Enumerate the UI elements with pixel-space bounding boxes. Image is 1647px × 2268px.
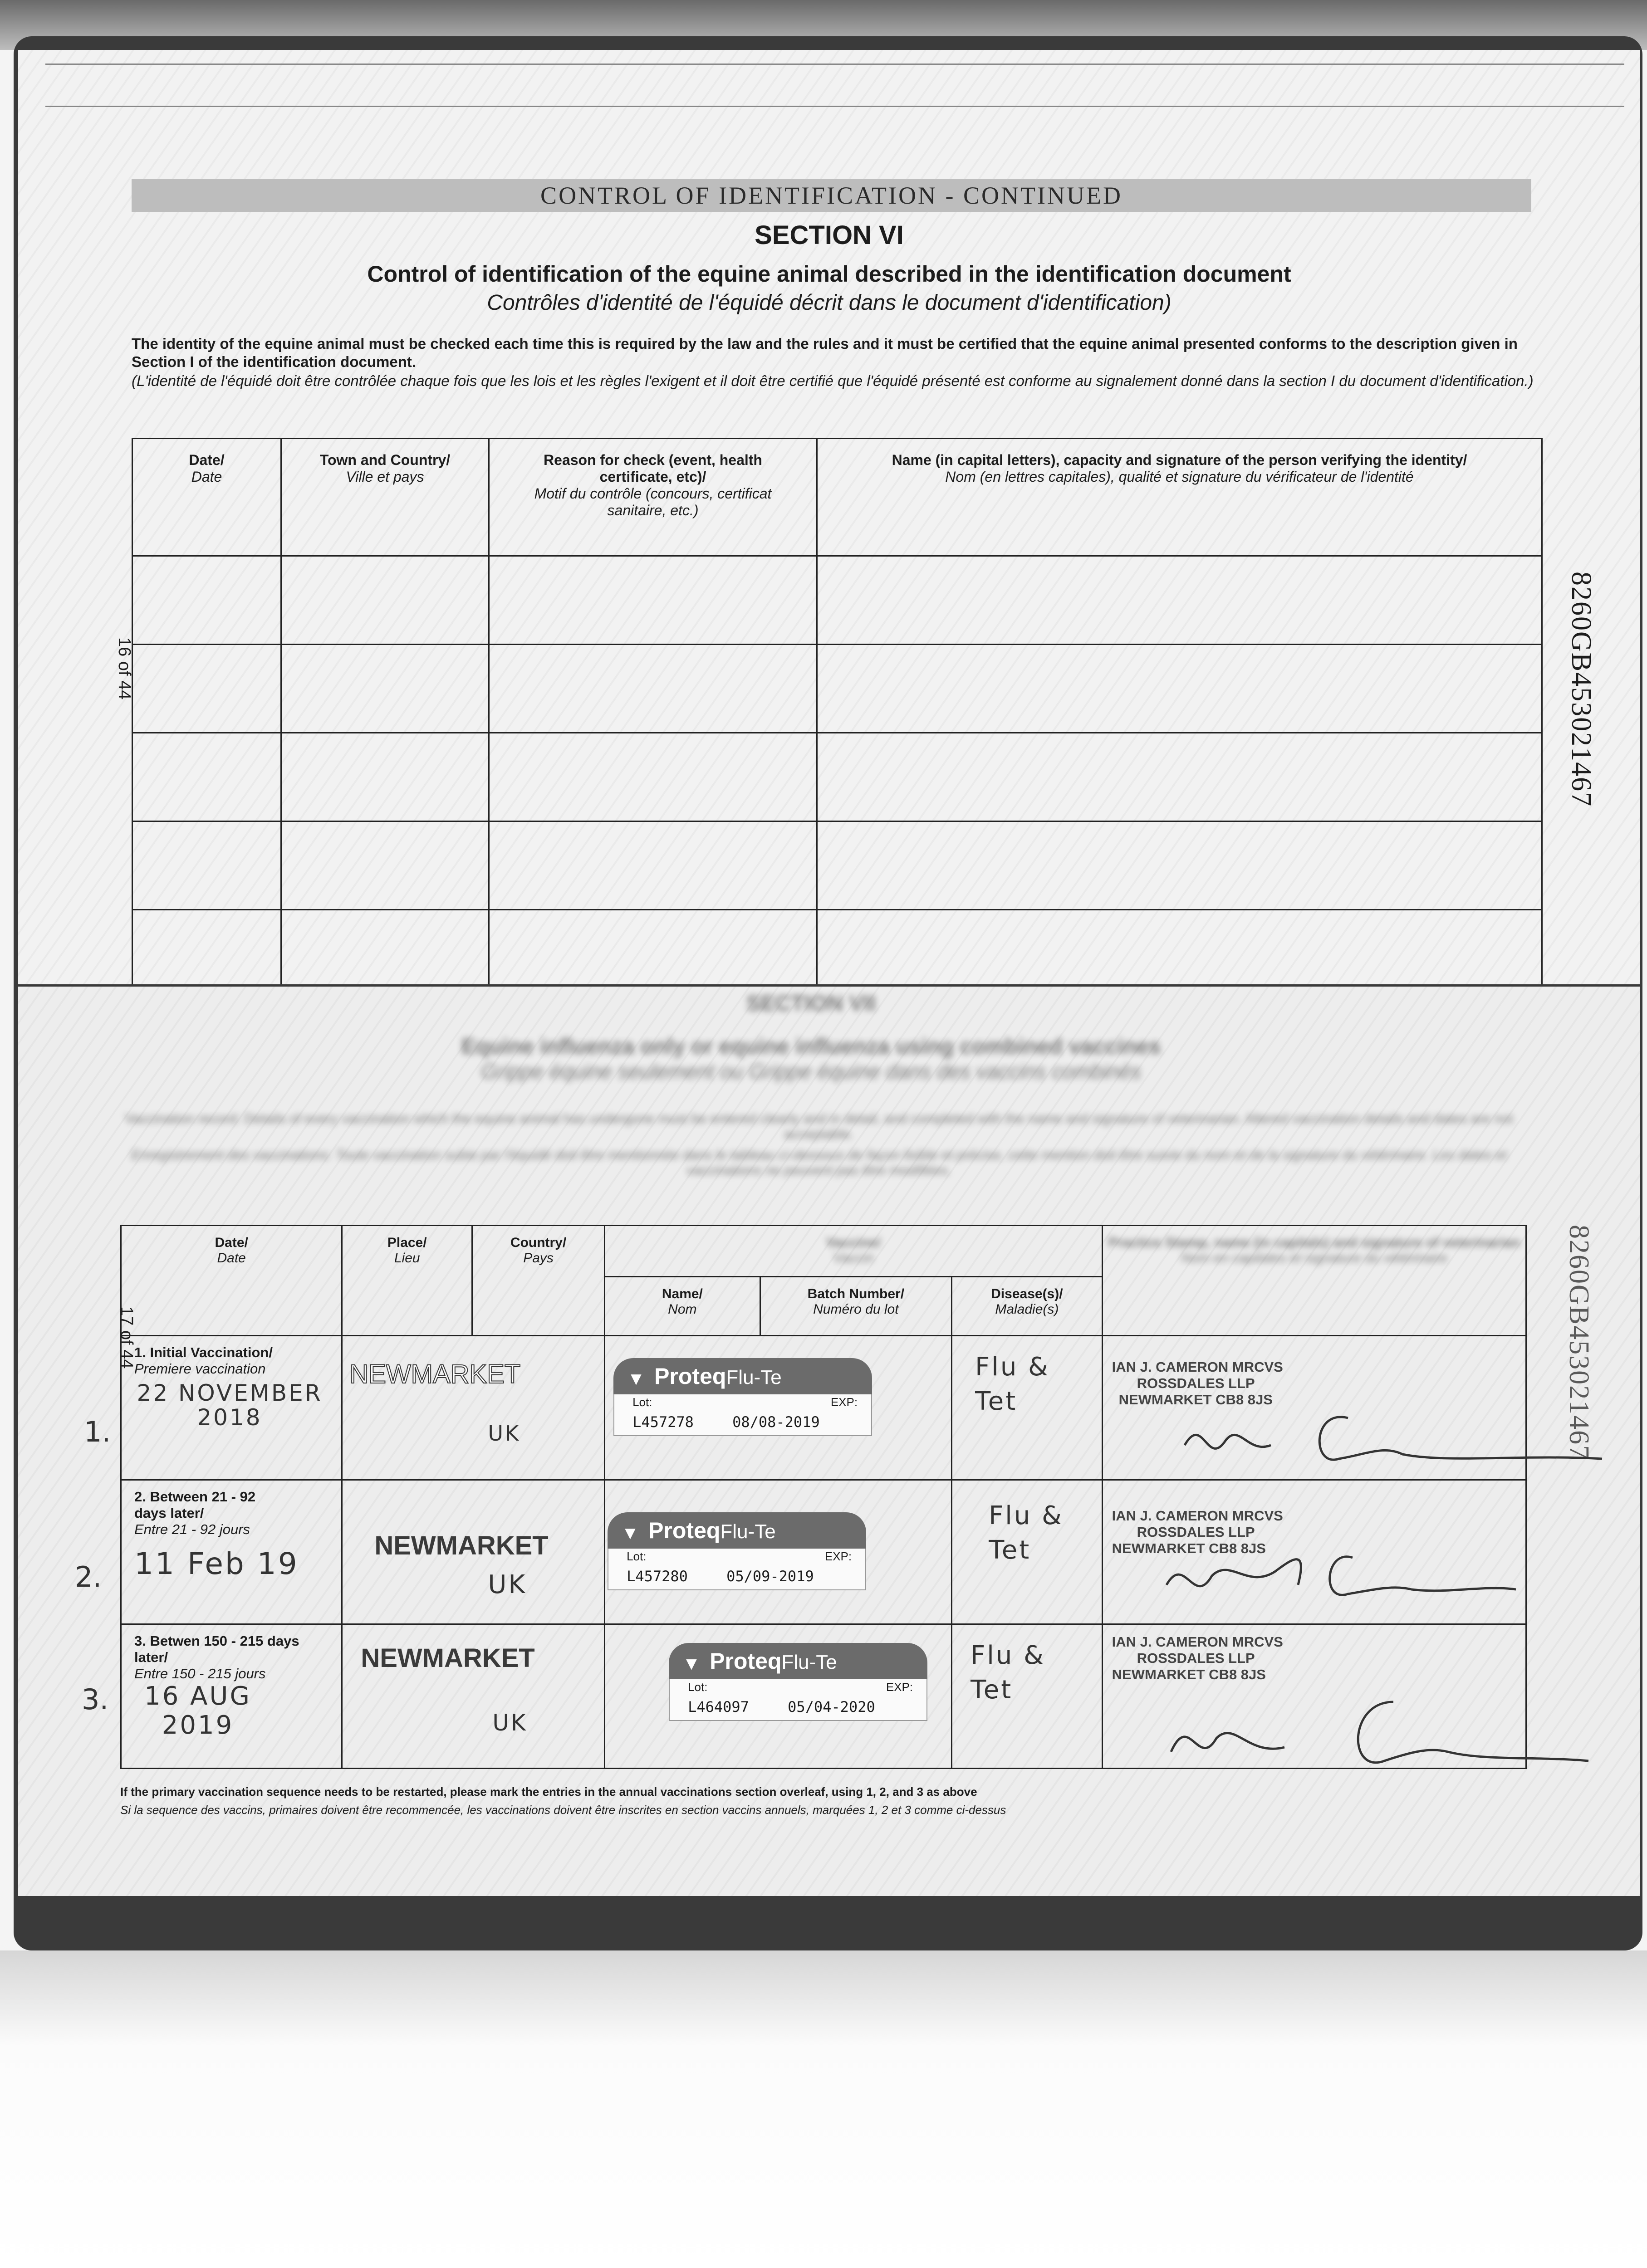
header-verifier: Name (in capital letters), capacity and signature of the person verifying the identity/ Nom (en lettres capitales), qualité et signature du vérificateur de l'identité (817, 439, 1542, 556)
footnote-en: If the primary vaccination sequence needs to be restarted, please mark the entries in the annual vaccinations section overleaf, using 1, 2, and 3 as above (120, 1785, 977, 1799)
dose-label-fr: Premiere vaccination (134, 1361, 266, 1377)
section-title-en: Equine influenza only or equine influenza using combined vaccines (461, 1035, 1161, 1059)
intro-text-fr: (L'identité de l'équidé doit être contrôlée chaque fois que les lois et les règles l'exigent et il doit être certifié que l'équidé présenté est conforme au signalement donné dans la section I du document d'identification.) (132, 372, 1534, 389)
vaccine-sticker (669, 1643, 927, 1720)
footnote-fr: Si la sequence des vaccins, primaires doivent être recommencée, les vaccinations doivent être inscrites en section vaccins annuels, marquées 1, 2 et 3 comme ci-dessus (120, 1803, 1006, 1817)
header-vaccine: Vaccine/ Vaccin (605, 1226, 1103, 1277)
place-stamp: NEWMARKET (374, 1531, 549, 1560)
header-vaccine-name: Name/ Nom (605, 1277, 760, 1336)
table-row (132, 556, 1542, 645)
header-reason: Reason for check (event, health certificate, etc)/ Motif du contrôle (concours, certificat sanitaire, etc.) (489, 439, 817, 556)
page-number: 17 of 44 (117, 1306, 136, 1369)
vaccine-sticker-cell[interactable] (605, 1336, 952, 1480)
vaccine-sticker (613, 1358, 872, 1435)
page-number: 16 of 44 (115, 637, 134, 700)
handwritten-disease: Flu & Tet (975, 1352, 1050, 1416)
handwritten-disease: Flu & Tet (971, 1641, 1045, 1705)
scanner-background (0, 1950, 1647, 2268)
vaccination-row-3 (121, 1624, 1526, 1769)
row-marker: 3. (82, 1683, 109, 1716)
sticker-brand: ▼ ProteqFlu-Te (613, 1358, 872, 1394)
section-title-en: Control of identification of the equine animal described in the identification document (367, 261, 1291, 287)
handwritten-country: UK (488, 1421, 521, 1446)
vaccination-row-2 (121, 1480, 1526, 1624)
disease-cell[interactable] (952, 1336, 1103, 1480)
header-town-country: Town and Country/ Ville et pays (281, 439, 489, 556)
dose-label-fr: Entre 150 - 215 jours (134, 1666, 266, 1681)
place-stamp: NEWMARKET (361, 1643, 535, 1673)
table-row (132, 910, 1542, 985)
handwritten-disease: Flu & Tet (989, 1501, 1064, 1565)
section-title-fr: Grippe équine seulement ou Grippe équine dans des vaccins combinés (481, 1060, 1141, 1083)
table-header-row (132, 439, 1542, 556)
expiry-date: 08/08-2019 (732, 1413, 820, 1431)
intro-text-en: Vaccination record: Details of every vaccination which the equine animal has undergone must be entered clearly and in detail, and completed with the name and signature of veterinarian. Altered vaccination details and dates are not acceptable. (125, 1111, 1513, 1142)
row-marker: 1. (84, 1415, 111, 1448)
place-country-cell[interactable] (342, 1624, 605, 1769)
vaccination-table (120, 1225, 1527, 1769)
handwritten-country: UK (488, 1570, 527, 1599)
sticker-lot-info: Lot: EXP: L457280 05/09-2019 (608, 1549, 866, 1590)
dose-cell[interactable] (121, 1336, 342, 1480)
dose-cell[interactable] (121, 1480, 342, 1624)
vaccine-sticker-cell[interactable] (605, 1480, 952, 1624)
dose-label: 1. Initial Vaccination/ (134, 1344, 273, 1360)
document-id: 8260GB453021467 (1564, 1225, 1594, 1461)
handwritten-country: UK (492, 1710, 528, 1736)
section-title-fr: Contrôles d'identité de l'équidé décrit dans le document d'identification) (487, 291, 1172, 315)
expiry-date: 05/04-2020 (788, 1698, 875, 1716)
vet-stamp-cell[interactable] (1102, 1624, 1526, 1769)
vet-stamp: IAN J. CAMERON MRCVS ROSSDALES LLP NEWMARKET CB8 8JS (1112, 1634, 1283, 1682)
header-diseases: Disease(s)/ Maladie(s) (952, 1277, 1103, 1336)
place-stamp: NEWMARKET (349, 1359, 521, 1389)
sticker-lot-info: Lot: EXP: L457278 08/08-2019 (613, 1394, 872, 1436)
lot-number: L457280 (627, 1568, 688, 1585)
sticker-brand: ▼ ProteqFlu-Te (608, 1512, 866, 1549)
disease-cell[interactable] (952, 1480, 1103, 1624)
dose-label: 2. Between 21 - 92 days later/ (134, 1489, 256, 1521)
section-heading: SECTION VII (746, 992, 876, 1016)
lot-number: L457278 (632, 1413, 694, 1431)
header-date: Date/ Date (132, 439, 281, 556)
sticker-brand: ▼ ProteqFlu-Te (669, 1643, 927, 1679)
page-stack-lines (45, 64, 1624, 107)
disease-cell[interactable] (952, 1624, 1103, 1769)
document-id: 8260GB453021467 (1566, 572, 1597, 807)
table-header-row (121, 1226, 1526, 1277)
table-row (132, 733, 1542, 821)
dose-label: 3. Betwen 150 - 215 days later/ (134, 1633, 299, 1665)
table-row (132, 645, 1542, 733)
section-banner: CONTROL OF IDENTIFICATION - CONTINUED (132, 179, 1531, 212)
identification-table (132, 438, 1543, 984)
section-heading: SECTION VI (755, 220, 904, 250)
place-country-cell[interactable] (342, 1480, 605, 1624)
vet-signature (1157, 1521, 1520, 1612)
vet-signature (1176, 1377, 1611, 1477)
page-16 (18, 50, 1640, 984)
place-country-cell[interactable] (342, 1336, 605, 1480)
header-country: Country/ Pays (472, 1226, 605, 1336)
handwritten-date: 11 Feb 19 (134, 1546, 299, 1581)
handwritten-date: 16 AUG 2019 (144, 1681, 251, 1740)
vaccination-row-1 (121, 1336, 1526, 1480)
intro-text-en: The identity of the equine animal must be checked each time this is required by the law and the rules and it must be certified that the equine animal presented conforms to the description given in Section I of the identification document. (132, 335, 1518, 370)
drop-icon: ▼ (621, 1523, 639, 1543)
table-row (132, 821, 1542, 910)
vet-stamp: IAN J. CAMERON MRCVS ROSSDALES LLP NEWMARKET CB8 8JS (1112, 1359, 1283, 1408)
header-practice-stamp: Practice Stamp, name (in capitals) and signature of veterinarian Nom en capitales et signature du vétérinaire (1102, 1226, 1526, 1336)
vet-stamp-cell[interactable] (1102, 1480, 1526, 1624)
dose-cell[interactable] (121, 1624, 342, 1769)
header-date: Date/ Date (121, 1226, 342, 1336)
vet-stamp-cell[interactable] (1102, 1336, 1526, 1480)
vet-stamp: IAN J. CAMERON MRCVS ROSSDALES LLP NEWMARKET CB8 8JS (1112, 1508, 1283, 1556)
vaccine-sticker-cell[interactable] (605, 1624, 952, 1769)
vet-signature (1157, 1684, 1593, 1774)
drop-icon: ▼ (627, 1369, 645, 1389)
intro-text-fr: Enregistrement des vaccinations: Toute vaccination subie par l'équidé doit être mentionnée dans le tableau ci-dessous de façon lisible et précise, cette mention doit être suivie du nom et de la signature du vétérinaire. Les dates et vaccinations ne peuvent pas être modifiées. (131, 1148, 1507, 1178)
header-place: Place/ Lieu (342, 1226, 472, 1336)
dose-label-fr: Entre 21 - 92 jours (134, 1521, 250, 1537)
sticker-lot-info: Lot: EXP: L464097 05/04-2020 (669, 1679, 927, 1721)
lot-number: L464097 (688, 1698, 749, 1716)
row-marker: 2. (75, 1560, 102, 1593)
header-batch-number: Batch Number/ Numéro du lot (760, 1277, 951, 1336)
handwritten-date: 22 NOVEMBER 2018 (137, 1380, 323, 1431)
drop-icon: ▼ (682, 1654, 701, 1674)
vaccine-sticker (608, 1512, 866, 1589)
expiry-date: 05/09-2019 (726, 1568, 814, 1585)
